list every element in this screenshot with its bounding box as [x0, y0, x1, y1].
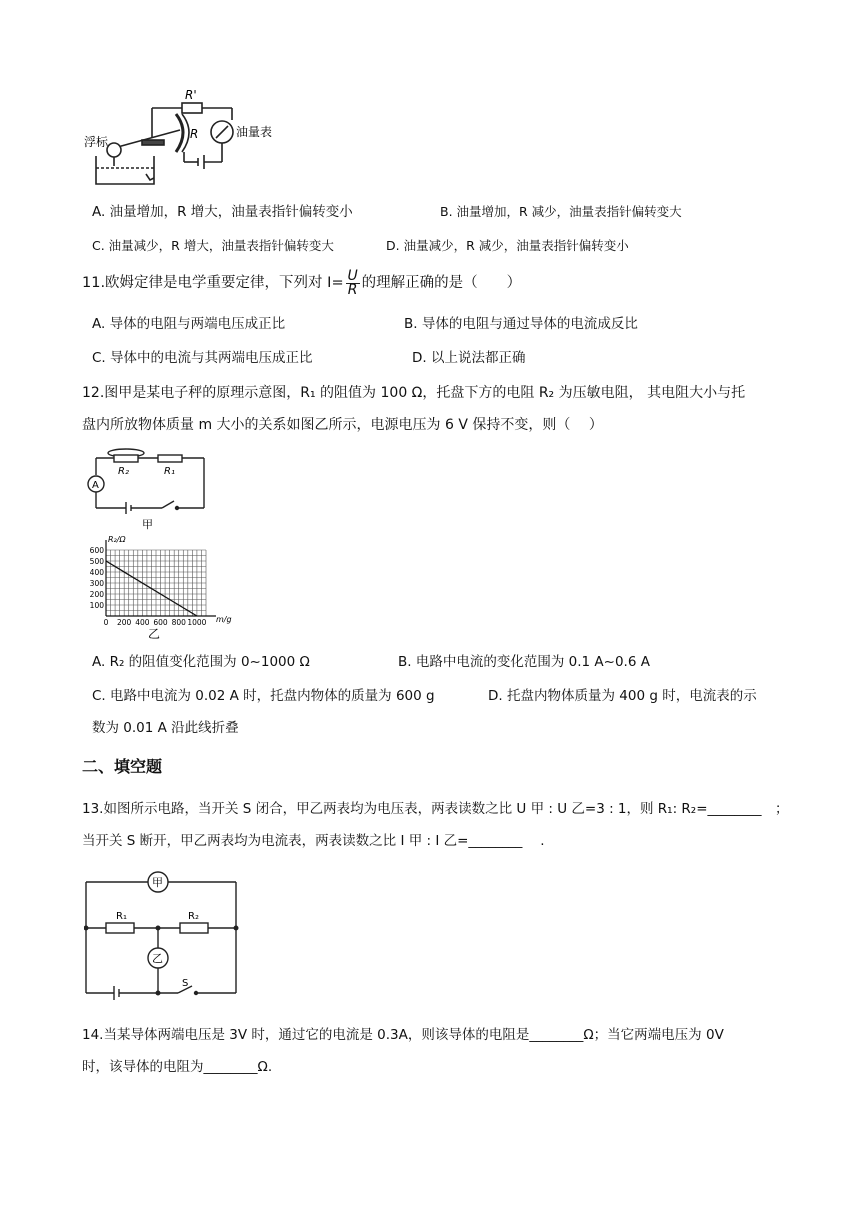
q12-option-c: C. 电路中电流为 0.02 A 时，托盘内物体的质量为 600 g [92, 688, 435, 704]
ammeter-label: A [92, 480, 99, 491]
scale-r1-label: R₁ [164, 466, 175, 477]
scale-circuit-figure [82, 448, 240, 532]
q12-option-d: D. 托盘内物体质量为 400 g 时，电流表的示 [488, 688, 757, 704]
q11-fraction-numerator: U [347, 267, 358, 284]
q11-fraction [346, 267, 360, 298]
q12-option-b: B. 电路中电流的变化范围为 0.1 A~0.6 A [398, 654, 650, 670]
q13-stem-line1: 13.如图所示电路，当开关 S 闭合，甲乙两表均为电压表，两表读数之比 U 甲 : U 乙=3 : 1，则 R₁: R₂=________ ； [82, 801, 789, 817]
r2-mass-chart [82, 532, 242, 642]
chart-x-tick-label: 1000 [187, 618, 207, 627]
q10-option-d: D. 油量减少，R 减少，油量表指针偏转变小 [386, 238, 629, 253]
q14-stem-line2: 时，该导体的电阻为________Ω. [82, 1059, 273, 1075]
meter-yi-label: 乙 [152, 952, 163, 965]
chart-x-tick-label: 600 [153, 618, 168, 627]
q10-option-b: B. 油量增加，R 减少，油量表指针偏转变大 [440, 204, 682, 219]
oil-r-prime-label: R' [185, 88, 197, 102]
scale-r2-label: R₂ [118, 466, 129, 477]
q11-prefix: 11.欧姆定律是电学重要定律，下列对 I= [82, 275, 344, 291]
oil-meter-label: 油量表 [236, 125, 273, 139]
chart-x-tick-label: 800 [171, 618, 186, 627]
chart-y-tick-label: 500 [89, 557, 104, 566]
meter-jia-label: 甲 [152, 876, 163, 889]
q12-stem-line2: 盘内所放物体质量 m 大小的关系如图乙所示，电源电压为 6 V 保持不变，则（ ） [82, 417, 603, 433]
q10-option-c: C. 油量减少，R 增大，油量表指针偏转变大 [92, 238, 334, 253]
q11-option-b: B. 导体的电阻与通过导体的电流成反比 [404, 316, 638, 332]
switch-s-label: S [182, 978, 189, 989]
q13-r2-label: R₂ [188, 911, 199, 922]
q11-option-c: C. 导体中的电流与其两端电压成正比 [92, 350, 313, 366]
chart-y-tick-label: 300 [89, 579, 104, 588]
oil-gauge-figure [84, 86, 284, 190]
q13-circuit-figure [84, 868, 244, 1000]
chart-x-tick-label: 400 [135, 618, 150, 627]
q11-suffix: 的理解正确的是（ ） [361, 275, 522, 291]
q11-stem [82, 268, 521, 298]
q14-stem-line1: 14.当某导体两端电压是 3V 时，通过它的电流是 0.3A，则该导体的电阻是________Ω；当它两端电压为 0V [82, 1027, 724, 1043]
section-title: 二、填空题 [82, 757, 163, 776]
q10-option-a: A. 油量增加，R 增大，油量表指针偏转变小 [92, 204, 353, 220]
q11-option-a: A. 导体的电阻与两端电压成正比 [92, 316, 286, 332]
q11-option-d: D. 以上说法都正确 [412, 350, 526, 366]
chart-x-tick-label: 0 [103, 618, 109, 627]
oil-r-label: R [190, 127, 199, 141]
chart-x-axis-label: m/g [216, 615, 232, 624]
q13-stem-line2: 当开关 S 断开，甲乙两表均为电流表，两表读数之比 I 甲 : I 乙=________ . [82, 833, 545, 849]
chart-caption: 乙 [148, 627, 161, 641]
chart-y-tick-label: 100 [89, 601, 104, 610]
q13-r1-label: R₁ [116, 911, 127, 922]
q12-option-d-continued: 数为 0.01 A 沿此线折叠 [92, 720, 239, 736]
oil-float-label: 浮标 [84, 135, 109, 149]
chart-x-tick-label: 200 [117, 618, 132, 627]
q12-stem-line1: 12.图甲是某电子秤的原理示意图，R₁ 的阻值为 100 Ω，托盘下方的电阻 R₂ 为压敏电阻， 其电阻大小与托 [82, 385, 746, 401]
q11-fraction-denominator: R [346, 283, 360, 297]
figure-jia-caption: 甲 [142, 518, 153, 531]
q12-option-a: A. R₂ 的阻值变化范围为 0~1000 Ω [92, 654, 310, 670]
chart-y-axis-label: R₂/Ω [108, 535, 126, 544]
chart-y-tick-label: 600 [89, 546, 104, 555]
chart-y-tick-label: 200 [89, 590, 104, 599]
chart-y-tick-label: 400 [89, 568, 104, 577]
